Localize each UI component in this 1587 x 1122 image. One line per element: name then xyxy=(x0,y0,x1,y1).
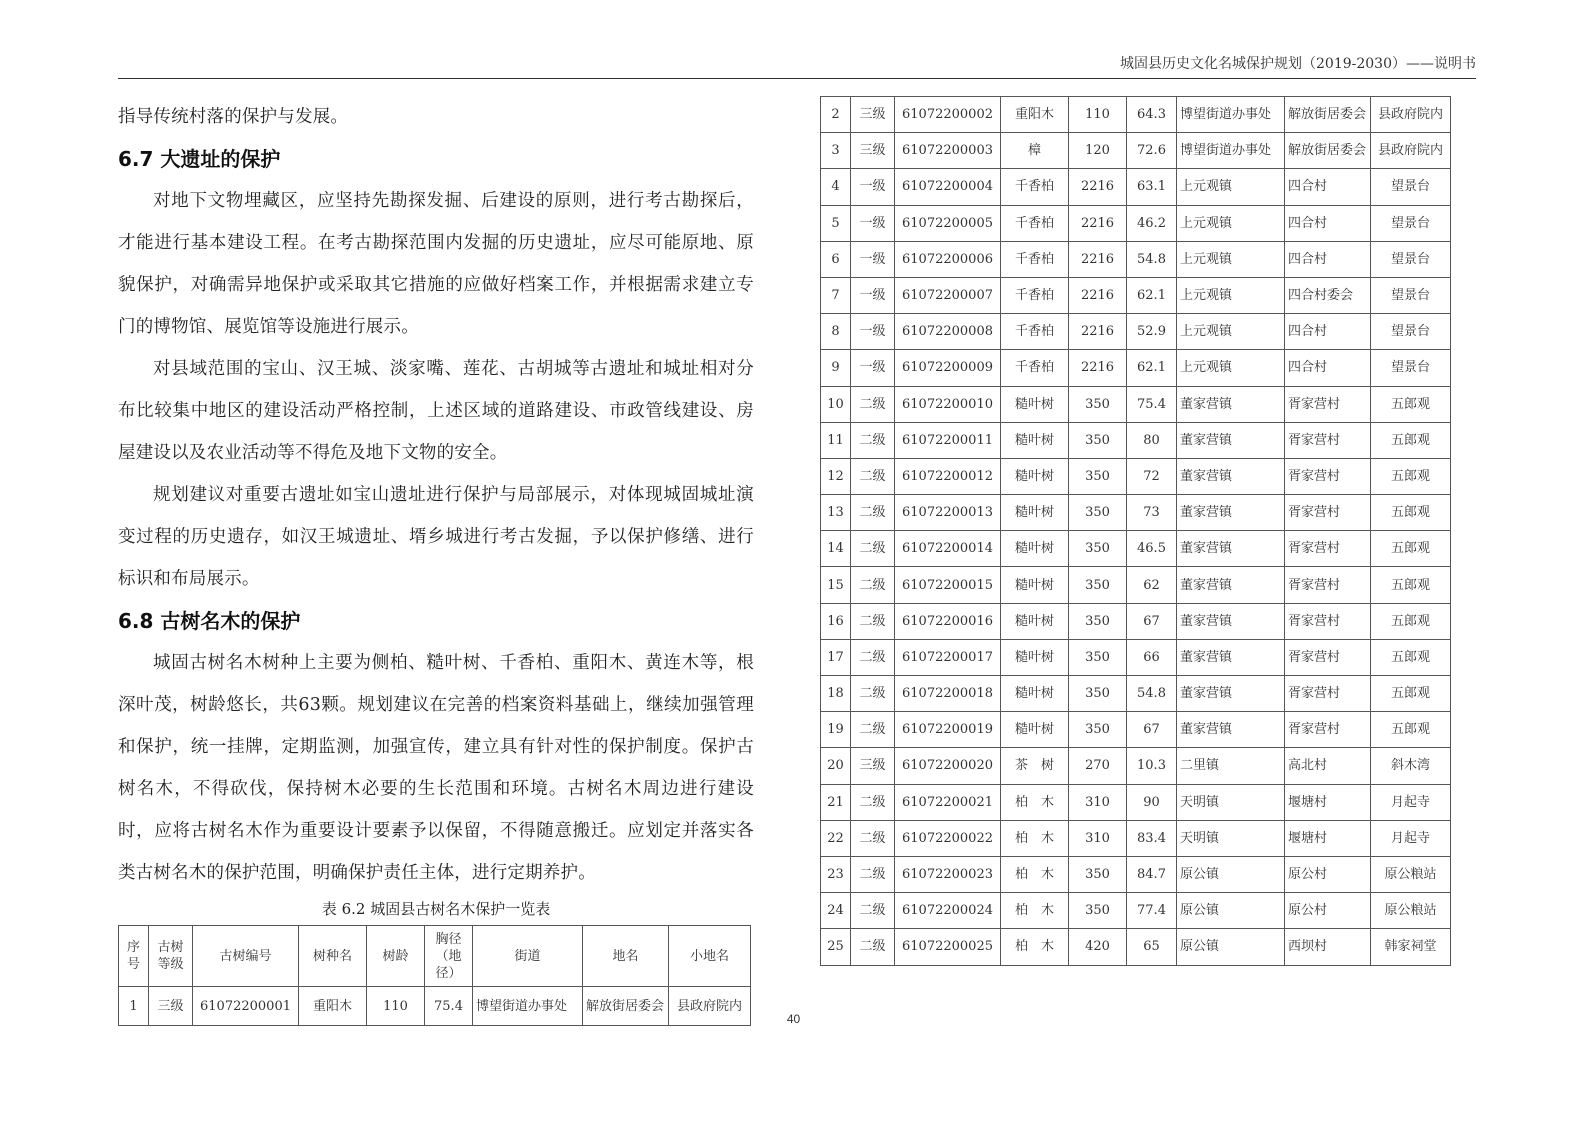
intro-line: 指导传统村落的保护与发展。 xyxy=(118,107,349,127)
table-row xyxy=(821,495,1451,531)
section-6-7-paragraph-1: 对地下文物埋藏区，应坚持先勘探发掘、后建设的原则，进行考古勘探后，才能进行基本建设工程。在考古勘探范围内发掘的历史遗址，应尽可能原地、原貌保护，对确需异地保护或采取其它措施的应做好档案工作，并根据需求建立专门的博物馆、展览馆等设施进行展示。 xyxy=(118,191,754,337)
table-row xyxy=(821,929,1451,965)
cell-place: 西坝村 xyxy=(1285,929,1371,965)
cell-street: 二里镇 xyxy=(1177,748,1285,784)
cell-serial: 9 xyxy=(821,350,851,386)
cell-subplace: 五郎观 xyxy=(1371,458,1451,494)
cell-subplace: 望景台 xyxy=(1371,314,1451,350)
table-row xyxy=(821,205,1451,241)
cell-place: 堰塘村 xyxy=(1285,784,1371,820)
table-row xyxy=(821,97,1451,133)
cell-serial: 20 xyxy=(821,748,851,784)
table-row xyxy=(821,531,1451,567)
cell-street: 董家营镇 xyxy=(1177,676,1285,712)
cell-species: 糙叶树 xyxy=(1001,458,1069,494)
cell-serial: 13 xyxy=(821,495,851,531)
cell-place: 堰塘村 xyxy=(1285,820,1371,856)
cell-diameter: 54.8 xyxy=(1127,676,1177,712)
cell-place: 四合村 xyxy=(1285,169,1371,205)
cell-age: 110 xyxy=(1069,97,1127,133)
cell-subplace: 斜木湾 xyxy=(1371,748,1451,784)
cell-tree-id: 61072200010 xyxy=(895,386,1001,422)
cell-tree-id: 61072200016 xyxy=(895,603,1001,639)
cell-subplace: 望景台 xyxy=(1371,277,1451,313)
cell-species: 糙叶树 xyxy=(1001,386,1069,422)
cell-serial: 7 xyxy=(821,277,851,313)
cell-street: 董家营镇 xyxy=(1177,422,1285,458)
cell-street: 上元观镇 xyxy=(1177,350,1285,386)
cell-age: 350 xyxy=(1069,458,1127,494)
cell-species: 糙叶树 xyxy=(1001,603,1069,639)
cell-place: 胥家营村 xyxy=(1285,639,1371,675)
cell-grade: 二级 xyxy=(851,712,895,748)
cell-street: 原公镇 xyxy=(1177,856,1285,892)
cell-diameter: 77.4 xyxy=(1127,893,1177,929)
cell-place: 解放街居委会 xyxy=(583,987,669,1026)
cell-street: 董家营镇 xyxy=(1177,495,1285,531)
running-header xyxy=(118,56,1476,79)
cell-tree-id: 61072200021 xyxy=(895,784,1001,820)
cell-tree-id: 61072200002 xyxy=(895,97,1001,133)
cell-street: 原公镇 xyxy=(1177,893,1285,929)
cell-subplace: 月起寺 xyxy=(1371,784,1451,820)
table-row xyxy=(821,314,1451,350)
page-number: 40 xyxy=(786,1012,801,1026)
cell-age: 350 xyxy=(1069,386,1127,422)
table-row xyxy=(821,748,1451,784)
cell-grade: 二级 xyxy=(851,458,895,494)
cell-subplace: 望景台 xyxy=(1371,169,1451,205)
table-row xyxy=(821,169,1451,205)
cell-place: 原公村 xyxy=(1285,856,1371,892)
cell-diameter: 54.8 xyxy=(1127,241,1177,277)
cell-subplace: 五郎观 xyxy=(1371,531,1451,567)
cell-serial: 21 xyxy=(821,784,851,820)
cell-street: 上元观镇 xyxy=(1177,314,1285,350)
cell-subplace: 望景台 xyxy=(1371,205,1451,241)
cell-grade: 三级 xyxy=(851,133,895,169)
cell-place: 解放街居委会 xyxy=(1285,133,1371,169)
cell-place: 四合村 xyxy=(1285,241,1371,277)
cell-diameter: 63.1 xyxy=(1127,169,1177,205)
cell-serial: 25 xyxy=(821,929,851,965)
section-6-8-heading: 6.8 古树名木的保护 xyxy=(118,609,301,633)
cell-diameter: 64.3 xyxy=(1127,97,1177,133)
header-cell-age: 树龄 xyxy=(367,926,425,987)
cell-serial: 19 xyxy=(821,712,851,748)
cell-diameter: 80 xyxy=(1127,422,1177,458)
running-header-title: 城固县历史文化名城保护规划（2019-2030）——说明书 xyxy=(1120,56,1476,72)
cell-subplace: 望景台 xyxy=(1371,350,1451,386)
cell-age: 310 xyxy=(1069,784,1127,820)
cell-serial: 11 xyxy=(821,422,851,458)
cell-tree-id: 61072200023 xyxy=(895,856,1001,892)
cell-grade: 二级 xyxy=(851,386,895,422)
cell-diameter: 62.1 xyxy=(1127,277,1177,313)
cell-age: 350 xyxy=(1069,422,1127,458)
cell-diameter: 52.9 xyxy=(1127,314,1177,350)
cell-place: 胥家营村 xyxy=(1285,458,1371,494)
cell-subplace: 五郎观 xyxy=(1371,603,1451,639)
cell-diameter: 67 xyxy=(1127,712,1177,748)
cell-tree-id: 61072200015 xyxy=(895,567,1001,603)
cell-species: 糙叶树 xyxy=(1001,712,1069,748)
cell-street: 上元观镇 xyxy=(1177,277,1285,313)
cell-grade: 一级 xyxy=(851,314,895,350)
cell-age: 2216 xyxy=(1069,241,1127,277)
cell-serial: 14 xyxy=(821,531,851,567)
cell-street: 上元观镇 xyxy=(1177,241,1285,277)
cell-subplace: 五郎观 xyxy=(1371,386,1451,422)
cell-age: 2216 xyxy=(1069,169,1127,205)
cell-street: 董家营镇 xyxy=(1177,567,1285,603)
cell-species: 茶 树 xyxy=(1001,748,1069,784)
header-cell-grade: 古树等级 xyxy=(149,926,193,987)
cell-street: 董家营镇 xyxy=(1177,712,1285,748)
cell-species: 樟 xyxy=(1001,133,1069,169)
table-row xyxy=(821,277,1451,313)
table-row xyxy=(821,676,1451,712)
cell-age: 2216 xyxy=(1069,205,1127,241)
header-cell-subplace: 小地名 xyxy=(669,926,751,987)
cell-subplace: 五郎观 xyxy=(1371,639,1451,675)
cell-diameter: 65 xyxy=(1127,929,1177,965)
cell-grade: 二级 xyxy=(851,531,895,567)
cell-age: 350 xyxy=(1069,893,1127,929)
cell-serial: 6 xyxy=(821,241,851,277)
cell-subplace: 县政府院内 xyxy=(1371,133,1451,169)
cell-place: 高北村 xyxy=(1285,748,1371,784)
cell-street: 董家营镇 xyxy=(1177,639,1285,675)
cell-species: 糙叶树 xyxy=(1001,676,1069,712)
cell-tree-id: 61072200024 xyxy=(895,893,1001,929)
cell-street: 博望街道办事处 xyxy=(1177,133,1285,169)
cell-grade: 二级 xyxy=(851,856,895,892)
cell-species: 糙叶树 xyxy=(1001,567,1069,603)
cell-species: 糙叶树 xyxy=(1001,495,1069,531)
table-row xyxy=(821,603,1451,639)
cell-subplace: 原公粮站 xyxy=(1371,893,1451,929)
cell-grade: 一级 xyxy=(851,277,895,313)
cell-subplace: 县政府院内 xyxy=(669,987,751,1026)
cell-tree-id: 61072200004 xyxy=(895,169,1001,205)
cell-age: 350 xyxy=(1069,856,1127,892)
section-6-8-paragraph-1: 城固古树名木树种上主要为侧柏、糙叶树、千香柏、重阳木、黄连木等，根深叶茂，树龄悠长，共63颗。规划建议在完善的档案资料基础上，继续加强管理和保护，统一挂牌，定期监测，加强宣传，建立具有针对性的保护制度。保护古树名木，不得砍伐，保持树木必要的生长范围和环境。古树名木周边进行建设时，应将古树名木作为重要设计要素予以保留，不得随意搬迁。应划定并落实各类古树名木的保护范围，明确保护责任主体，进行定期养护。 xyxy=(118,653,754,883)
cell-place: 四合村 xyxy=(1285,205,1371,241)
cell-grade: 二级 xyxy=(851,929,895,965)
cell-street: 博望街道办事处 xyxy=(1177,97,1285,133)
cell-species: 重阳木 xyxy=(1001,97,1069,133)
cell-species: 糙叶树 xyxy=(1001,639,1069,675)
cell-tree-id: 61072200003 xyxy=(895,133,1001,169)
cell-diameter: 62.1 xyxy=(1127,350,1177,386)
cell-tree-id: 61072200008 xyxy=(895,314,1001,350)
cell-diameter: 75.4 xyxy=(1127,386,1177,422)
cell-grade: 三级 xyxy=(851,97,895,133)
cell-grade: 三级 xyxy=(851,748,895,784)
cell-diameter: 62 xyxy=(1127,567,1177,603)
cell-species: 千香柏 xyxy=(1001,241,1069,277)
cell-age: 350 xyxy=(1069,676,1127,712)
cell-tree-id: 61072200018 xyxy=(895,676,1001,712)
cell-diameter: 84.7 xyxy=(1127,856,1177,892)
cell-age: 350 xyxy=(1069,712,1127,748)
cell-street: 董家营镇 xyxy=(1177,603,1285,639)
cell-species: 糙叶树 xyxy=(1001,531,1069,567)
cell-place: 胥家营村 xyxy=(1285,422,1371,458)
cell-species: 千香柏 xyxy=(1001,314,1069,350)
header-cell-place: 地名 xyxy=(583,926,669,987)
cell-grade: 一级 xyxy=(851,205,895,241)
cell-age: 2216 xyxy=(1069,350,1127,386)
cell-age: 350 xyxy=(1069,567,1127,603)
cell-serial: 23 xyxy=(821,856,851,892)
cell-grade: 一级 xyxy=(851,169,895,205)
cell-street: 博望街道办事处 xyxy=(473,987,583,1026)
cell-diameter: 46.5 xyxy=(1127,531,1177,567)
cell-place: 胥家营村 xyxy=(1285,676,1371,712)
cell-diameter: 83.4 xyxy=(1127,820,1177,856)
cell-diameter: 66 xyxy=(1127,639,1177,675)
cell-street: 上元观镇 xyxy=(1177,205,1285,241)
cell-tree-id: 61072200025 xyxy=(895,929,1001,965)
cell-age: 350 xyxy=(1069,603,1127,639)
cell-age: 270 xyxy=(1069,748,1127,784)
cell-serial: 16 xyxy=(821,603,851,639)
cell-grade: 二级 xyxy=(851,676,895,712)
header-cell-serial: 序号 xyxy=(119,926,149,987)
section-6-7-paragraph-3: 规划建议对重要古遗址如宝山遗址进行保护与局部展示，对体现城固城址演变过程的历史遗存，如汉王城遗址、壻乡城进行考古发掘，予以保护修缮、进行标识和布局展示。 xyxy=(118,485,754,589)
cell-subplace: 月起寺 xyxy=(1371,820,1451,856)
cell-diameter: 72.6 xyxy=(1127,133,1177,169)
cell-species: 千香柏 xyxy=(1001,205,1069,241)
table-row xyxy=(821,350,1451,386)
table-row xyxy=(821,820,1451,856)
table-row xyxy=(821,422,1451,458)
header-cell-street: 街道 xyxy=(473,926,583,987)
table-row xyxy=(821,241,1451,277)
cell-age: 2216 xyxy=(1069,314,1127,350)
cell-diameter: 72 xyxy=(1127,458,1177,494)
cell-age: 350 xyxy=(1069,639,1127,675)
table-row xyxy=(821,133,1451,169)
cell-grade: 二级 xyxy=(851,495,895,531)
cell-serial: 15 xyxy=(821,567,851,603)
table-header-row xyxy=(119,926,751,987)
cell-species: 柏 木 xyxy=(1001,820,1069,856)
cell-species: 重阳木 xyxy=(299,987,367,1026)
cell-age: 350 xyxy=(1069,531,1127,567)
cell-place: 胥家营村 xyxy=(1285,495,1371,531)
table-row xyxy=(821,639,1451,675)
cell-subplace: 望景台 xyxy=(1371,241,1451,277)
cell-species: 千香柏 xyxy=(1001,350,1069,386)
cell-grade: 二级 xyxy=(851,820,895,856)
cell-street: 上元观镇 xyxy=(1177,169,1285,205)
header-cell-species: 树种名 xyxy=(299,926,367,987)
cell-grade: 三级 xyxy=(149,987,193,1026)
cell-tree-id: 61072200020 xyxy=(895,748,1001,784)
cell-tree-id: 61072200012 xyxy=(895,458,1001,494)
cell-tree-id: 61072200011 xyxy=(895,422,1001,458)
cell-age: 110 xyxy=(367,987,425,1026)
cell-subplace: 五郎观 xyxy=(1371,422,1451,458)
cell-serial: 1 xyxy=(119,987,149,1026)
cell-place: 胥家营村 xyxy=(1285,603,1371,639)
cell-place: 四合村 xyxy=(1285,350,1371,386)
cell-species: 柏 木 xyxy=(1001,929,1069,965)
cell-age: 420 xyxy=(1069,929,1127,965)
cell-place: 胥家营村 xyxy=(1285,531,1371,567)
cell-serial: 3 xyxy=(821,133,851,169)
cell-age: 2216 xyxy=(1069,277,1127,313)
cell-tree-id: 61072200009 xyxy=(895,350,1001,386)
cell-tree-id: 61072200013 xyxy=(895,495,1001,531)
table-row xyxy=(821,893,1451,929)
cell-subplace: 五郎观 xyxy=(1371,712,1451,748)
cell-tree-id: 61072200022 xyxy=(895,820,1001,856)
cell-serial: 24 xyxy=(821,893,851,929)
cell-grade: 二级 xyxy=(851,422,895,458)
cell-species: 柏 木 xyxy=(1001,784,1069,820)
cell-grade: 二级 xyxy=(851,567,895,603)
table-row xyxy=(821,712,1451,748)
table-row xyxy=(821,458,1451,494)
cell-street: 天明镇 xyxy=(1177,784,1285,820)
header-cell-diameter: 胸径（地径） xyxy=(425,926,473,987)
cell-place: 胥家营村 xyxy=(1285,386,1371,422)
section-6-7-paragraph-2: 对县域范围的宝山、汉王城、淡家嘴、莲花、古胡城等古遗址和城址相对分布比较集中地区的建设活动严格控制，上述区域的道路建设、市政管线建设、房屋建设以及农业活动等不得危及地下文物的安全。 xyxy=(118,359,754,463)
cell-tree-id: 61072200017 xyxy=(895,639,1001,675)
cell-grade: 二级 xyxy=(851,603,895,639)
cell-species: 千香柏 xyxy=(1001,169,1069,205)
header-cell-tree-id: 古树编号 xyxy=(193,926,299,987)
cell-diameter: 67 xyxy=(1127,603,1177,639)
cell-grade: 二级 xyxy=(851,639,895,675)
cell-species: 柏 木 xyxy=(1001,856,1069,892)
cell-subplace: 韩家祠堂 xyxy=(1371,929,1451,965)
cell-street: 原公镇 xyxy=(1177,929,1285,965)
cell-grade: 一级 xyxy=(851,241,895,277)
cell-place: 胥家营村 xyxy=(1285,567,1371,603)
cell-species: 柏 木 xyxy=(1001,893,1069,929)
cell-place: 胥家营村 xyxy=(1285,712,1371,748)
cell-age: 120 xyxy=(1069,133,1127,169)
cell-place: 四合村委会 xyxy=(1285,277,1371,313)
cell-diameter: 73 xyxy=(1127,495,1177,531)
cell-tree-id: 61072200006 xyxy=(895,241,1001,277)
cell-tree-id: 61072200001 xyxy=(193,987,299,1026)
cell-serial: 4 xyxy=(821,169,851,205)
cell-place: 原公村 xyxy=(1285,893,1371,929)
cell-street: 董家营镇 xyxy=(1177,458,1285,494)
cell-serial: 2 xyxy=(821,97,851,133)
cell-serial: 10 xyxy=(821,386,851,422)
cell-species: 千香柏 xyxy=(1001,277,1069,313)
section-6-7-heading: 6.7 大遗址的保护 xyxy=(118,147,281,171)
cell-serial: 18 xyxy=(821,676,851,712)
cell-subplace: 五郎观 xyxy=(1371,567,1451,603)
left-column xyxy=(118,96,754,1026)
cell-street: 董家营镇 xyxy=(1177,531,1285,567)
cell-subplace: 五郎观 xyxy=(1371,676,1451,712)
table-row xyxy=(821,784,1451,820)
table-row xyxy=(821,567,1451,603)
cell-diameter: 46.2 xyxy=(1127,205,1177,241)
cell-subplace: 五郎观 xyxy=(1371,495,1451,531)
table-row xyxy=(821,856,1451,892)
cell-grade: 二级 xyxy=(851,893,895,929)
cell-tree-id: 61072200014 xyxy=(895,531,1001,567)
cell-serial: 5 xyxy=(821,205,851,241)
cell-serial: 8 xyxy=(821,314,851,350)
cell-serial: 22 xyxy=(821,820,851,856)
cell-tree-id: 61072200019 xyxy=(895,712,1001,748)
tree-table-part-1 xyxy=(118,925,751,1026)
cell-subplace: 原公粮站 xyxy=(1371,856,1451,892)
cell-serial: 17 xyxy=(821,639,851,675)
table-caption: 表 6.2 城固县古树名木保护一览表 xyxy=(321,900,551,918)
cell-tree-id: 61072200007 xyxy=(895,277,1001,313)
cell-subplace: 县政府院内 xyxy=(1371,97,1451,133)
cell-grade: 一级 xyxy=(851,350,895,386)
cell-diameter: 75.4 xyxy=(425,987,473,1026)
cell-diameter: 10.3 xyxy=(1127,748,1177,784)
cell-serial: 12 xyxy=(821,458,851,494)
cell-tree-id: 61072200005 xyxy=(895,205,1001,241)
cell-species: 糙叶树 xyxy=(1001,422,1069,458)
cell-street: 天明镇 xyxy=(1177,820,1285,856)
cell-age: 350 xyxy=(1069,495,1127,531)
cell-place: 四合村 xyxy=(1285,314,1371,350)
tree-table-body xyxy=(821,97,1451,966)
cell-diameter: 90 xyxy=(1127,784,1177,820)
tree-table-part-2 xyxy=(820,96,1451,966)
cell-place: 解放街居委会 xyxy=(1285,97,1371,133)
cell-age: 310 xyxy=(1069,820,1127,856)
table-row xyxy=(821,386,1451,422)
cell-street: 董家营镇 xyxy=(1177,386,1285,422)
cell-grade: 二级 xyxy=(851,784,895,820)
